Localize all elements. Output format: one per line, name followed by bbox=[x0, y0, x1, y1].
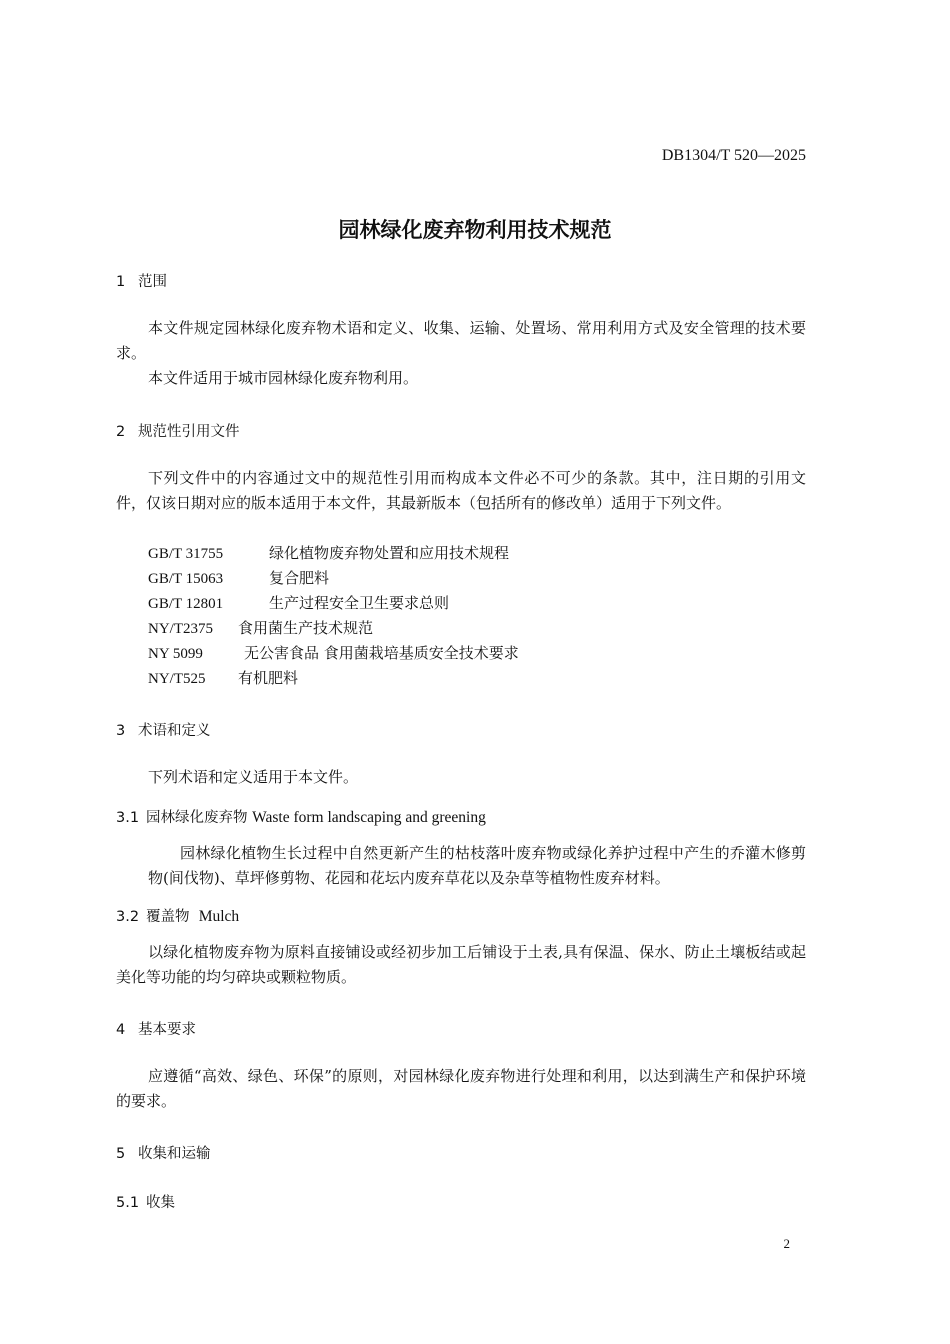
section-heading-5 bbox=[116, 1142, 211, 1163]
term-english: Mulch bbox=[198, 908, 240, 925]
section-number: 2 bbox=[116, 424, 126, 440]
paragraph: 下列文件中的内容通过文中的规范性引用而构成本文件必不可少的条款。其中，注日期的引用文件，仅该日期对应的版本适用于本文件，其最新版本（包括所有的修改单）适用于下列文件。 bbox=[116, 469, 806, 512]
section-title: 规范性引用文件 bbox=[138, 424, 240, 440]
section-number: 1 bbox=[116, 274, 126, 290]
section-heading-2 bbox=[116, 420, 240, 441]
term-heading-3-2 bbox=[116, 905, 239, 926]
paragraph: 应遵循“高效、绿色、环保”的原则，对园林绿化废弃物进行处理和利用，以达到满生产和保护环境的要求。 bbox=[116, 1067, 806, 1110]
reference-code: NY/T2375 bbox=[148, 621, 213, 637]
paragraph: 本文件规定园林绿化废弃物术语和定义、收集、运输、处置场、常用利用方式及安全管理的技术要求。 bbox=[116, 319, 806, 362]
section-title: 术语和定义 bbox=[138, 723, 211, 739]
reference-code: NY/T525 bbox=[148, 671, 206, 687]
reference-item bbox=[148, 591, 449, 617]
document-title: 园林绿化废弃物利用技术规范 bbox=[338, 218, 612, 242]
reference-item bbox=[148, 616, 373, 642]
subsection-number: 5.1 bbox=[116, 1195, 140, 1211]
section-heading-4 bbox=[116, 1018, 196, 1039]
reference-name: 生产过程安全卫生要求总则 bbox=[269, 594, 450, 612]
reference-name: 复合肥料 bbox=[269, 569, 330, 587]
section-title: 基本要求 bbox=[138, 1022, 196, 1038]
subsection-title: 收集 bbox=[146, 1195, 175, 1211]
reference-item bbox=[148, 641, 519, 667]
term-definition: 以绿化植物废弃物为原料直接铺设或经初步加工后铺设于土表,具有保温、保水、防止土壤板结或起美化等功能的均匀碎块或颗粒物质。 bbox=[116, 943, 806, 986]
section-heading-3 bbox=[116, 719, 211, 740]
section-heading-1 bbox=[116, 270, 167, 291]
term-name: 覆盖物 bbox=[146, 909, 190, 925]
term-english: Waste form landscaping and greening bbox=[252, 809, 486, 826]
reference-item bbox=[148, 666, 298, 692]
reference-code: NY 5099 bbox=[148, 646, 203, 662]
reference-item bbox=[148, 541, 509, 567]
section-number: 5 bbox=[116, 1146, 126, 1162]
reference-code: GB/T 31755 bbox=[148, 546, 224, 562]
reference-name: 绿化植物废弃物处置和应用技术规程 bbox=[269, 544, 510, 562]
reference-name: 无公害食品 食用菌栽培基质安全技术要求 bbox=[244, 644, 519, 662]
section-number: 4 bbox=[116, 1022, 126, 1038]
paragraph: 本文件适用于城市园林绿化废弃物利用。 bbox=[148, 369, 419, 387]
section-title: 范围 bbox=[138, 274, 167, 290]
term-number: 3.1 bbox=[116, 810, 140, 826]
term-definition: 园林绿化植物生长过程中自然更新产生的枯枝落叶废弃物或绿化养护过程中产生的乔灌木修剪物(间伐物)、草坪修剪物、花园和花坛内废弃草花以及杂草等植物性废弃材料。 bbox=[148, 844, 806, 887]
term-number: 3.2 bbox=[116, 909, 140, 925]
section-number: 3 bbox=[116, 723, 126, 739]
page-number: 2 bbox=[783, 1236, 790, 1251]
term-heading-3-1 bbox=[116, 806, 486, 827]
reference-name: 有机肥料 bbox=[238, 669, 299, 687]
subsection-heading-5-1 bbox=[116, 1191, 175, 1212]
reference-code: GB/T 12801 bbox=[148, 596, 224, 612]
reference-name: 食用菌生产技术规范 bbox=[238, 619, 374, 637]
reference-code: GB/T 15063 bbox=[148, 571, 224, 587]
paragraph: 下列术语和定义适用于本文件。 bbox=[148, 768, 359, 786]
standard-number: DB1304/T 520—2025 bbox=[661, 147, 806, 164]
section-title: 收集和运输 bbox=[138, 1146, 211, 1162]
term-name: 园林绿化废弃物 bbox=[146, 810, 248, 826]
reference-item bbox=[148, 566, 329, 592]
